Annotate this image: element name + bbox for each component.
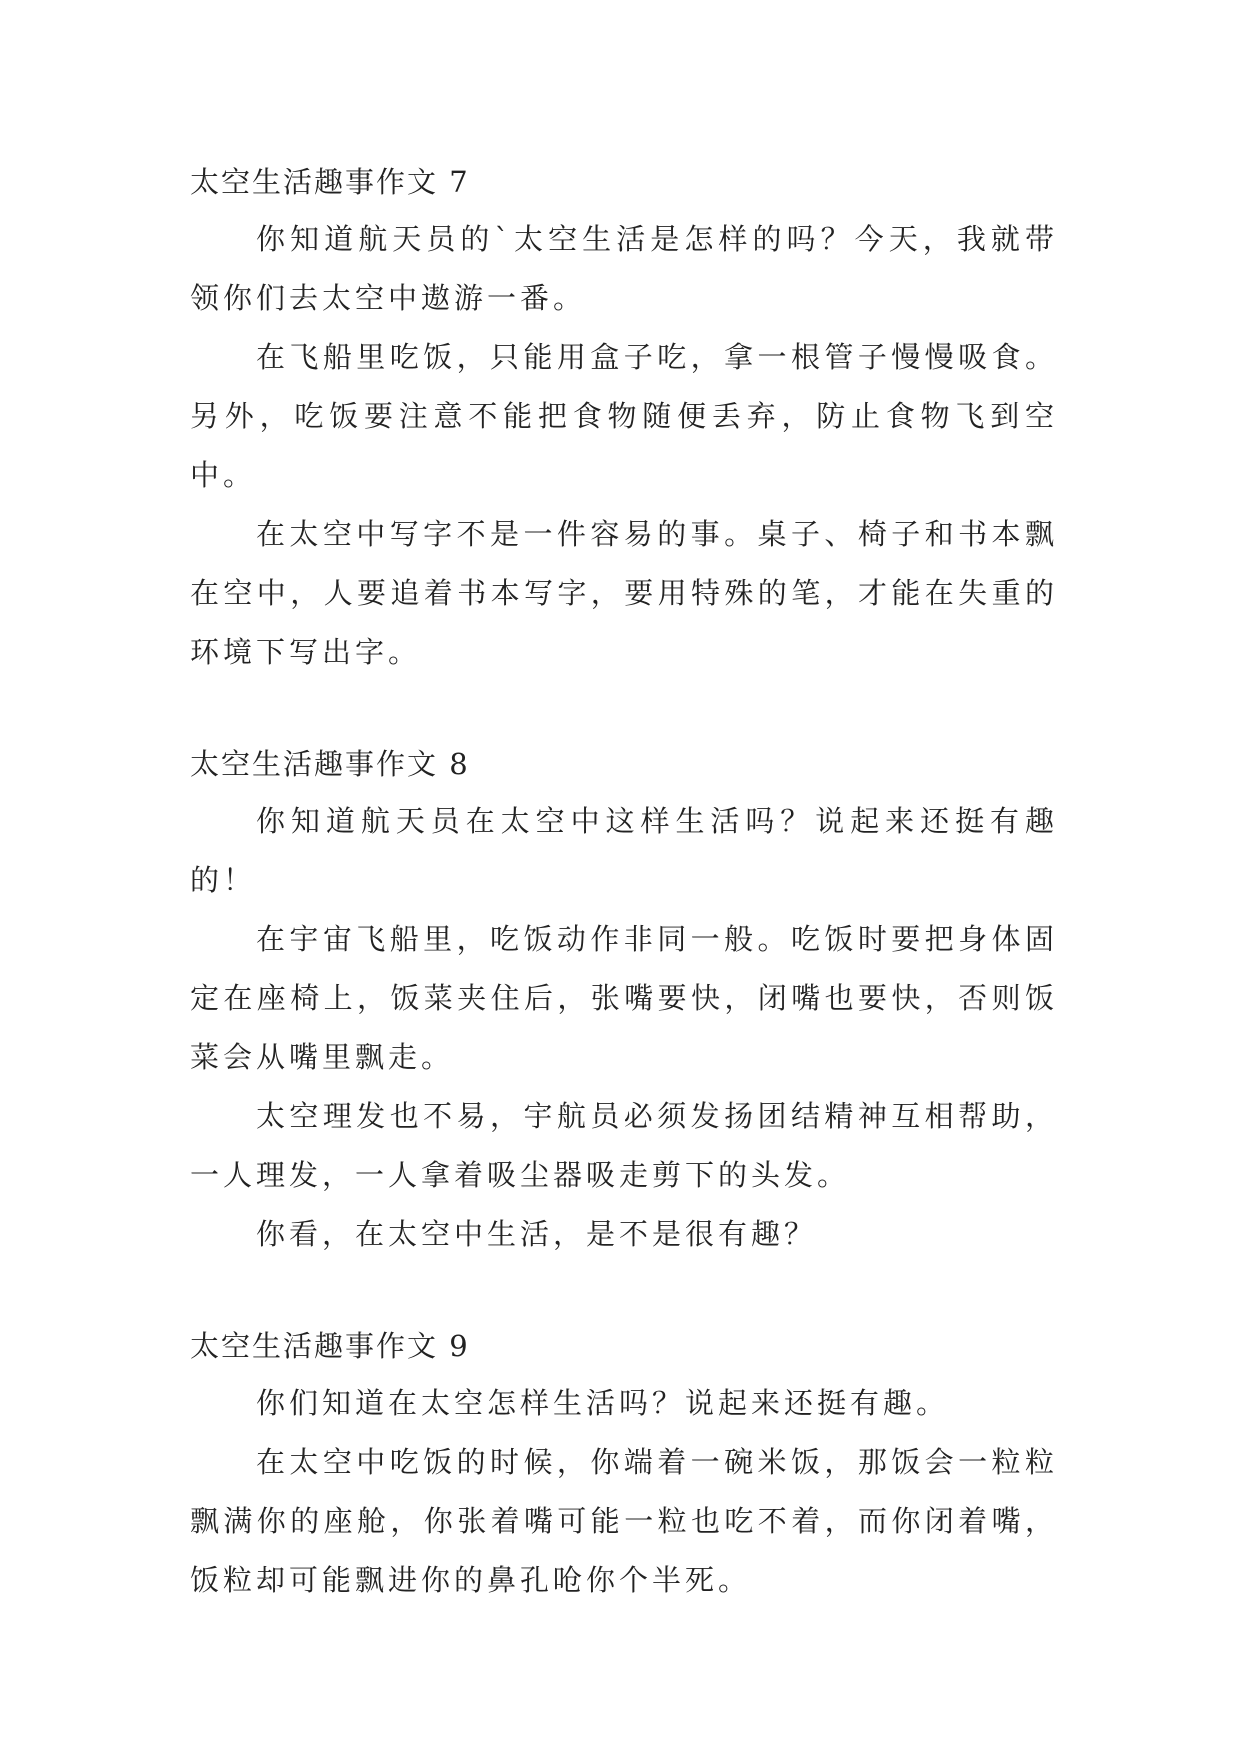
essay-paragraph: 你知道航天员在太空中这样生活吗？说起来还挺有趣的！ — [190, 804, 1058, 897]
essay-paragraph: 在太空中吃饭的时候，你端着一碗米饭，那饭会一粒粒飘满你的座舱，你张着嘴可能一粒也吃不着，而你闭着嘴，饭粒却可能飘进你的鼻孔呛你个半死。 — [190, 1445, 1058, 1597]
essay-paragraph: 你看，在太空中生活，是不是很有趣？ — [256, 1217, 818, 1251]
essay-title: 太空生活趣事作文 9 — [190, 1329, 470, 1363]
essay-paragraph: 你们知道在太空怎样生活吗？说起来还挺有趣。 — [256, 1386, 950, 1420]
document-content — [190, 154, 1058, 1610]
essay-section-7 — [190, 154, 1058, 682]
essay-section-9 — [190, 1318, 1058, 1610]
essay-paragraph: 在飞船里吃饭，只能用盒子吃，拿一根管子慢慢吸食。另外，吃饭要注意不能把食物随便丢弃，防止食物飞到空中。 — [190, 340, 1058, 492]
essay-section-8 — [190, 736, 1058, 1264]
essay-paragraph: 在太空中写字不是一件容易的事。桌子、椅子和书本飘在空中，人要追着书本写字，要用特殊的笔，才能在失重的环境下写出字。 — [190, 517, 1058, 669]
essay-paragraph: 你知道航天员的`太空生活是怎样的吗？今天，我就带领你们去太空中遨游一番。 — [190, 222, 1058, 315]
essay-paragraph: 在宇宙飞船里，吃饭动作非同一般。吃饭时要把身体固定在座椅上，饭菜夹住后，张嘴要快，闭嘴也要快，否则饭菜会从嘴里飘走。 — [190, 922, 1058, 1074]
essay-title: 太空生活趣事作文 7 — [190, 165, 470, 199]
essay-paragraph: 太空理发也不易，宇航员必须发扬团结精神互相帮助，一人理发，一人拿着吸尘器吸走剪下的头发。 — [190, 1099, 1058, 1192]
essay-title: 太空生活趣事作文 8 — [190, 747, 470, 781]
